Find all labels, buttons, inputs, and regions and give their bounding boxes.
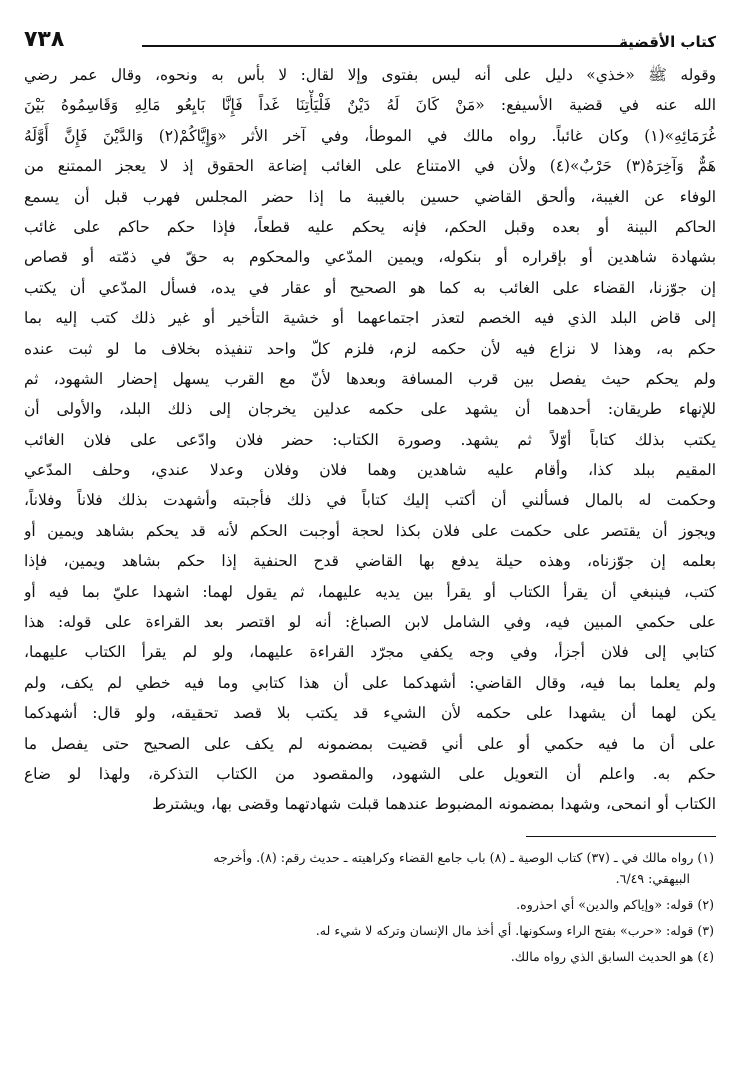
- body-line: على حكمي المبين فيه، وفي الشامل لابن الصباغ: أنه لو اقتصر بعد القراءة على قوله: هذا: [24, 613, 716, 632]
- footnote-line: (٣) قوله: «حرب» بفتح الراء وسكونها. أي أخذ مال الإنسان وتركه لا شيء له.: [315, 922, 714, 938]
- body-line: الوفاء عن الغيبة، وألحق القاضي حسين بالغيبة ما إذا حضر المجلس فهرب قبل أن يسمع: [24, 187, 716, 206]
- body-line: المقيم ببلد كذا، وأقام عليه شاهدين وهما فلان وفلان وعدلا عندي، وحلف المدّعي: [24, 461, 716, 480]
- body-line: ولم يعلما بما فيه، وقال القاضي: أشهدكما على أن هذا كتابي وما فيه خطي لم يكف، ولم: [24, 673, 716, 692]
- body-line: على أن ما فيه حكمي أو على أني قضيت بمضمونه لم يكف على الصحيح حتى يفصل ما: [24, 734, 716, 753]
- body-line: حكم به، وهذا لا نزاع فيه لأن حكمه لزم، فلزم كلّ واحد تنفيذه بخلاف ما لو ثبت عنده: [24, 339, 716, 358]
- body-line: الكتاب أو انمحى، وشهدا بمضمونه المضبوط عندهما قبلت شهادتهما وقضى بها، ويشترط: [152, 795, 716, 814]
- running-title: كتاب الأقضية: [619, 33, 716, 51]
- footnote-line: البيهقي: ٦/٤٩.: [615, 870, 690, 886]
- body-line: كتب، فينبغي أن يقرأ الكتاب أو يقرأ بين يديه عليهما، ثم يقول لهما: اشهدا عليّ بما فيه أو: [24, 582, 716, 601]
- footnotes: [24, 847, 716, 967]
- footnote-line: (٤) هو الحديث السابق الذي رواه مالك.: [510, 948, 714, 964]
- body-line: وحكمت له بالمال فسألني أن أكتب إليك كتاباً في ذلك فأجبته وأشهدت بذلك فلاناً وفلاناً،: [24, 491, 716, 510]
- body-line: هَمٌّ وَآخِرَهُ(٣) حَرْبٌ»(٤) ولأن في الامتناع على الغائب إضاعة الحقوق إذ لا يعجز الممتنع من: [24, 157, 716, 176]
- body-text: [24, 60, 716, 820]
- body-line: إلى قاض البلد الذي فيه الخصم لتعذر اجتماعهما أو خشية التأخير أو غير ذلك كتب إليه بما: [24, 309, 716, 328]
- body-line: حكم به. واعلم أن التعويل على الشهود، والمقصود من الكتاب التذكرة، ولهذا لو ضاع: [24, 764, 716, 783]
- body-line: إن جوّزنا، القضاء على الغائب به كما هو الصحيح أو عقار في يده، فسأل المدّعي أن يكتب: [24, 278, 716, 297]
- body-line: للإنهاء طريقان: أحدهما أن يشهد على حكمه عدلين يخرجان إلى ذلك البلد، والأولى أن: [24, 400, 716, 419]
- header-rule: [142, 45, 650, 47]
- body-line: ولم يحكم حيث يفصل بين قرب المسافة وبعدها لأنّ مع القرب يسهل إحضار الشهود، ثم: [24, 369, 716, 388]
- page-number: ٧٣٨: [24, 27, 65, 52]
- footnote-line: (١) رواه مالك في ـ (٣٧) كتاب الوصية ـ (٨) باب جامع القضاء وكراهيته ـ حديث رقم: (٨). وأخرجه: [213, 849, 714, 865]
- body-line: غُرَمَائِهِ»(١) وكان غائباً. رواه مالك في الموطأ، وفي آخر الأثر «وَإِيَّاكُمْ(٢) وَالدَّيْنَ فَإِنَّ أَوَّلَهُ: [24, 126, 716, 145]
- body-line: الله عنه في قضية الأسيفع: «مَنْ كَانَ لَهُ دَيْنٌ فَلْيَأْتِنَا غَداً فَإِنَّا بَايِعُو مَالِهِ وَقَاسِمُوهُ بَيْنَ: [24, 96, 716, 115]
- footnote-line: (٢) قوله: «وإياكم والدين» أي احذروه.: [516, 896, 714, 912]
- body-line: يكتب بذلك كتاباً أوّلاً ثم يشهد. وصورة الكتاب: حضر فلان وادّعى على فلان الغائب: [24, 430, 716, 449]
- body-line: وقوله ﷺ «خذي» دليل على أنه ليس بفتوى وإلا لقال: لا بأس به ونحوه، وقال عمر رضي: [24, 66, 716, 84]
- page-header: [24, 22, 716, 56]
- book-page: [24, 22, 716, 1062]
- body-line: يكن لهما أن يشهدا على حكمه لأن الشيء قد يكتب بلا قصد تحقيقه، ولو قال: أشهدكما: [24, 704, 716, 723]
- body-line: بعلمه إن جوّزناه، وهذه حيلة يدفع بها القاضي قدح الحنفية إذا حكم بشاهد ويمين، فإذا: [24, 552, 716, 571]
- body-line: بشهادة شاهدين أو بإقراره أو بنكوله، ويمين المدّعي والمحكوم به حقّ في ذمّته أو قصاص: [24, 248, 716, 267]
- footnote-divider: [526, 836, 716, 837]
- body-line: ويجوز أن يقتصر على حكمت على فلان بكذا لحجة أوجبت الحكم لأنه قد يحكم بشاهد ويمين أو: [24, 521, 716, 540]
- body-line: الحاكم البينة أو بعده وقبل الحكم، فإنه يحكم عليه قطعاً، فإذا حكم حاكم على غائب: [24, 217, 716, 236]
- body-line: كتابي إلى فلان أجزأ، وفي وجه يكفي مجرّد القراءة عليهما، ولو لم يقرأ الكتاب عليهما،: [24, 643, 716, 662]
